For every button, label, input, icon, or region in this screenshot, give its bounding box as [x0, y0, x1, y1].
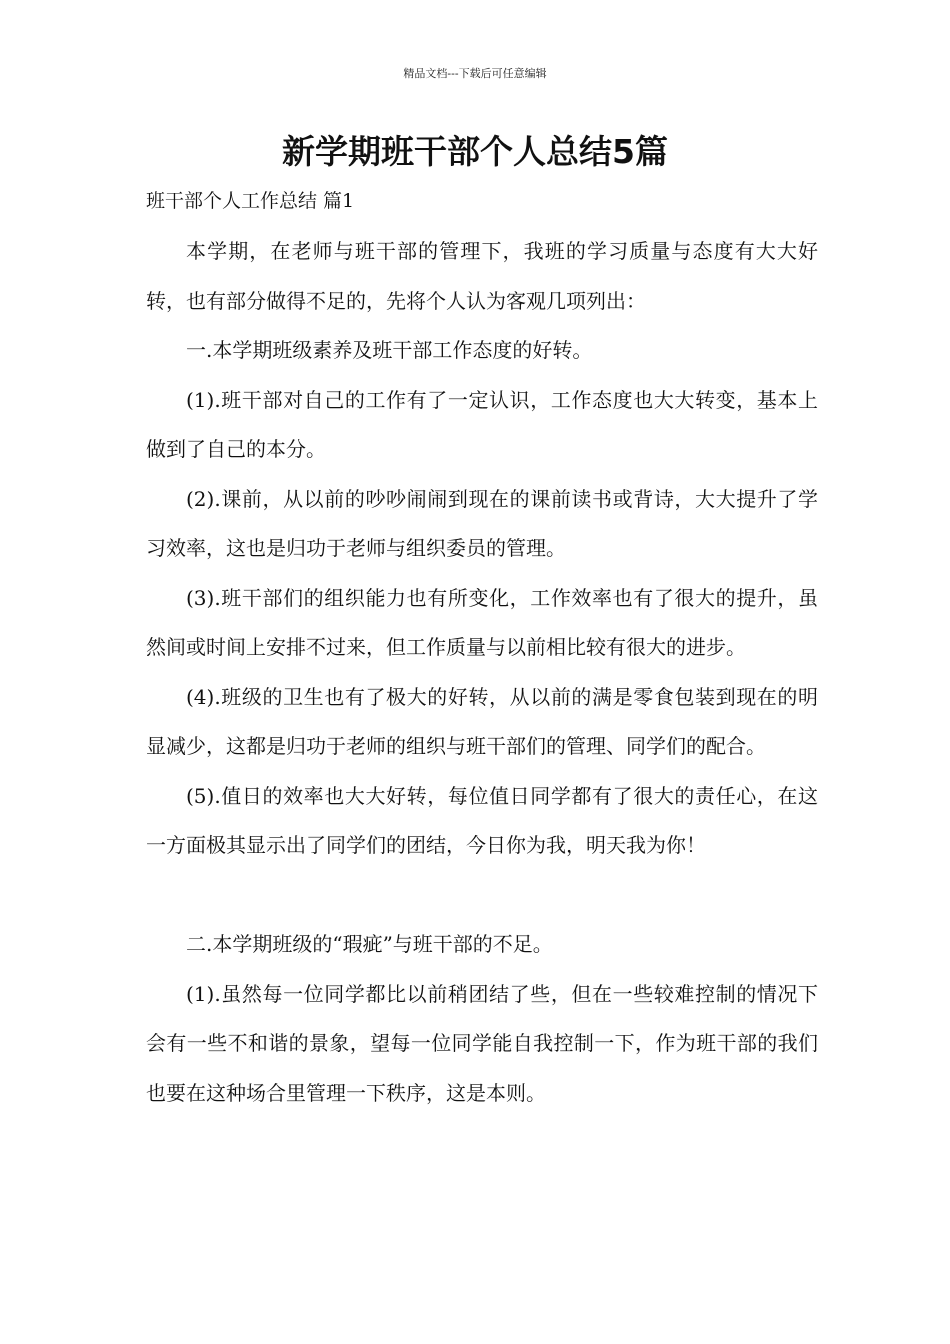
section-subtitle: 班干部个人工作总结 篇1 — [146, 190, 355, 212]
blank-line — [146, 871, 818, 921]
section-heading-2: 二.本学期班级的“瑕疵”与班干部的不足。 — [186, 932, 553, 956]
paragraph-item-1: (1).班干部对自己的工作有了一定认识，工作态度也大大转变，基本上做到了自己的本分。 — [146, 387, 818, 461]
paragraph-item-6: (1).虽然每一位同学都比以前稍团结了些，但在一些较难控制的情况下会有一些不和谐的景象，望每一位同学能自我控制一下，作为班干部的我们也要在这种场合里管理一下秩序，这是本则。 — [146, 981, 818, 1105]
header-note: 精品文档---下载后可任意编辑 — [403, 67, 547, 80]
paragraph-intro: 本学期，在老师与班干部的管理下，我班的学习质量与态度有大大好转，也有部分做得不足的，先将个人认为客观几项列出： — [146, 239, 818, 313]
document-body — [146, 227, 818, 1118]
paragraph-item-2: (2).课前，从以前的吵吵闹闹到现在的课前读书或背诗，大大提升了学习效率，这也是归功于老师与组织委员的管理。 — [146, 486, 818, 560]
paragraph-item-3: (3).班干部们的组织能力也有所变化，工作效率也有了很大的提升，虽然间或时间上安排不过来，但工作质量与以前相比较有很大的进步。 — [146, 585, 818, 659]
section-heading-1: 一.本学期班级素养及班干部工作态度的好转。 — [186, 338, 593, 362]
paragraph-item-5: (5).值日的效率也大大好转，每位值日同学都有了很大的责任心，在这一方面极其显示出了同学们的团结，今日你为我，明天我为你！ — [146, 783, 818, 857]
paragraph-item-4: (4).班级的卫生也有了极大的好转，从以前的满是零食包装到现在的明显减少，这都是归功于老师的组织与班干部们的管理、同学们的配合。 — [146, 684, 818, 758]
document-title: 新学期班干部个人总结5篇 — [282, 132, 668, 171]
